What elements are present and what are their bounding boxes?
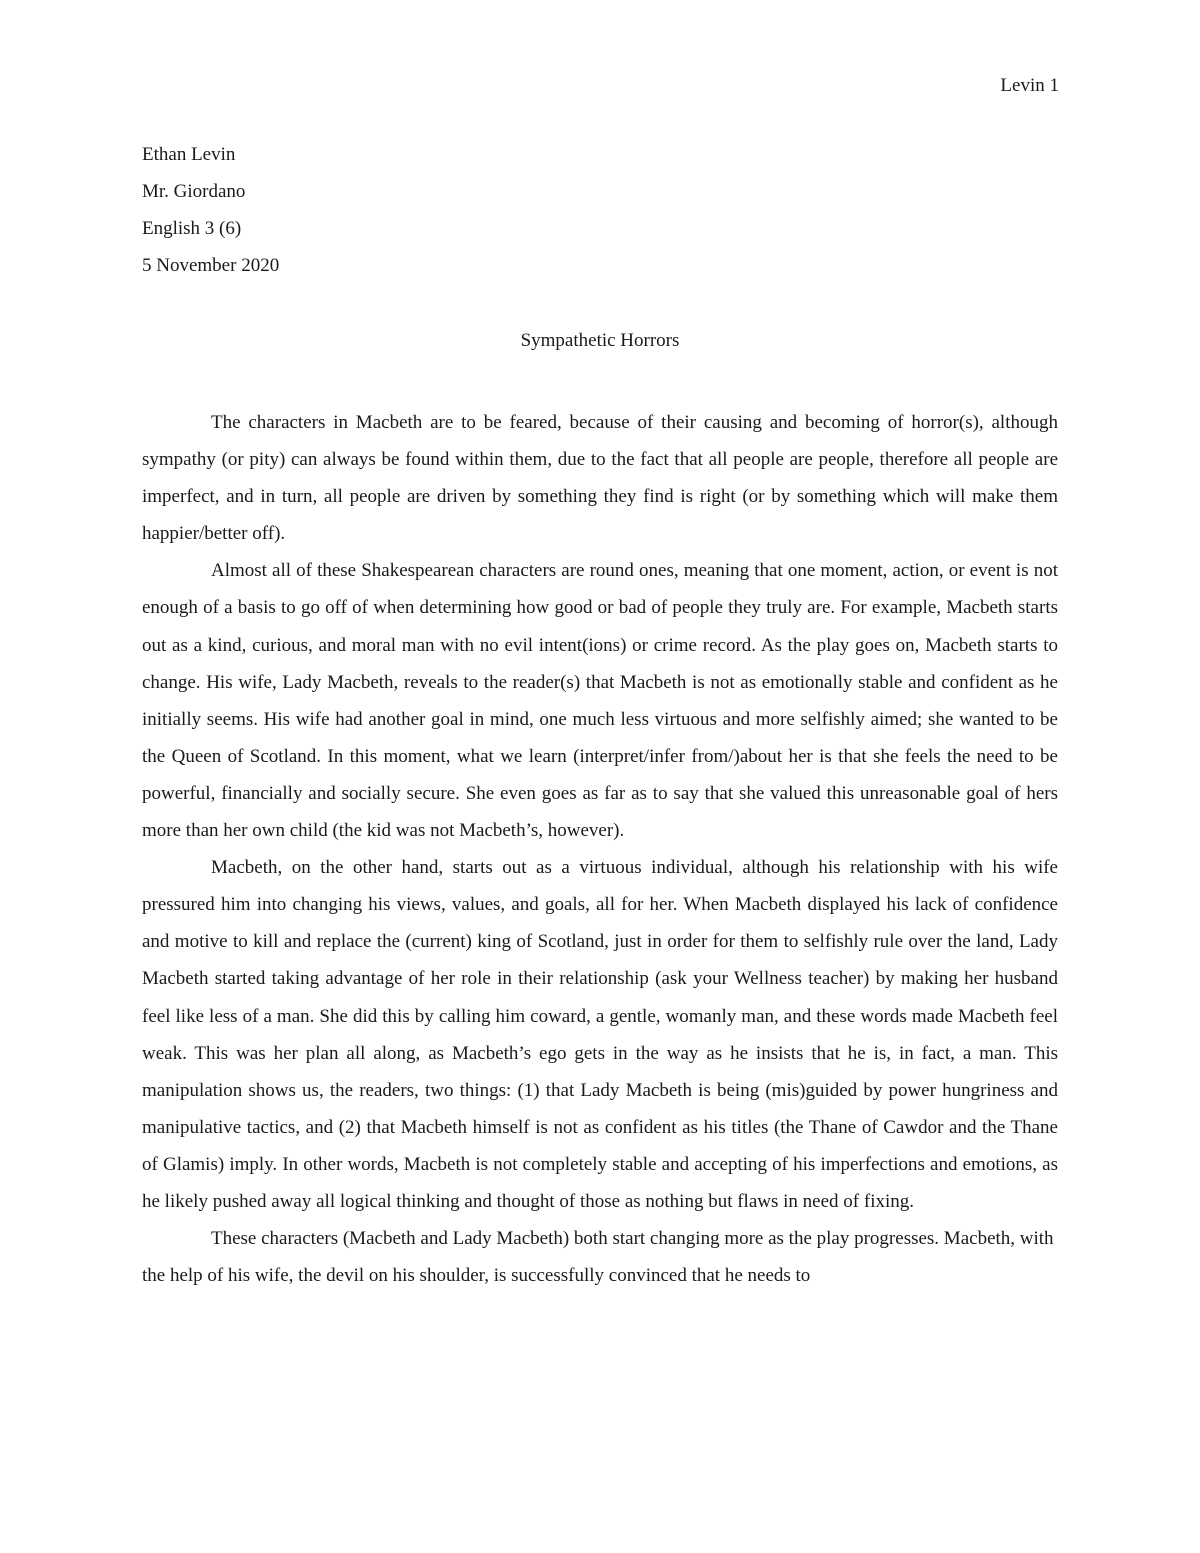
essay-title: Sympathetic Horrors (520, 330, 680, 351)
mla-heading (142, 143, 1062, 291)
paragraph-4: These characters (Macbeth and Lady Macbeth) both start changing more as the play progresses. Macbeth, with the help of his wife, the devil on his shoulder, is successfully convinced that he needs to (142, 1228, 1054, 1287)
essay-body (142, 404, 1058, 1294)
running-head: Levin 1 (1000, 75, 1059, 96)
paragraph-2: Almost all of these Shakespearean characters are round ones, meaning that one moment, action, or event is not enough of a basis to go off of when determining how good or bad of people they truly are. For example, Macbeth starts out as a kind, curious, and moral man with no evil intent(ions) or crime record. As the play goes on, Macbeth starts to change. His wife, Lady Macbeth, reveals to the reader(s) that Macbeth is not as emotionally stable and confident as he initially seems. His wife had another goal in mind, one much less virtuous and more selfishly aimed; she wanted to be the Queen of Scotland. In this moment, what we learn (interpret/infer from/)about her is that she feels the need to be powerful, financially and socially secure. She even goes as far as to say that she valued this unreasonable goal of hers more than her own child (the kid was not Macbeth’s, however). (142, 560, 1058, 842)
teacher-name: Mr. Giordano (142, 181, 246, 202)
course-name: English 3 (6) (142, 218, 242, 239)
student-name: Ethan Levin (142, 144, 236, 165)
paragraph-1: The characters in Macbeth are to be feared, because of their causing and becoming of horror(s), although sympathy (or pity) can always be found within them, due to the fact that all people are people, therefore all people are imperfect, and in turn, all people are driven by something they find is right (or by something which will make them happier/better off). (142, 412, 1058, 545)
paragraph-3: Macbeth, on the other hand, starts out as a virtuous individual, although his relationship with his wife pressured him into changing his views, values, and goals, all for her. When Macbeth displayed his lack of confidence and motive to kill and replace the (current) king of Scotland, just in order for them to selfishly rule over the land, Lady Macbeth started taking advantage of her role in their relationship (ask your Wellness teacher) by making her husband feel like less of a man. She did this by calling him coward, a gentle, womanly man, and these words made Macbeth feel weak. This was her plan all along, as Macbeth’s ego gets in the way as he insists that he is, in fact, a man. This manipulation shows us, the readers, two things: (1) that Lady Macbeth is being (mis)guided by power hungriness and manipulative tactics, and (2) that Macbeth himself is not as confident as his titles (the Thane of Cawdor and the Thane of Glamis) imply. In other words, Macbeth is not completely stable and accepting of his imperfections and emotions, as he likely pushed away all logical thinking and thought of those as nothing but flaws in need of fixing. (142, 857, 1058, 1212)
essay-date: 5 November 2020 (142, 255, 280, 276)
